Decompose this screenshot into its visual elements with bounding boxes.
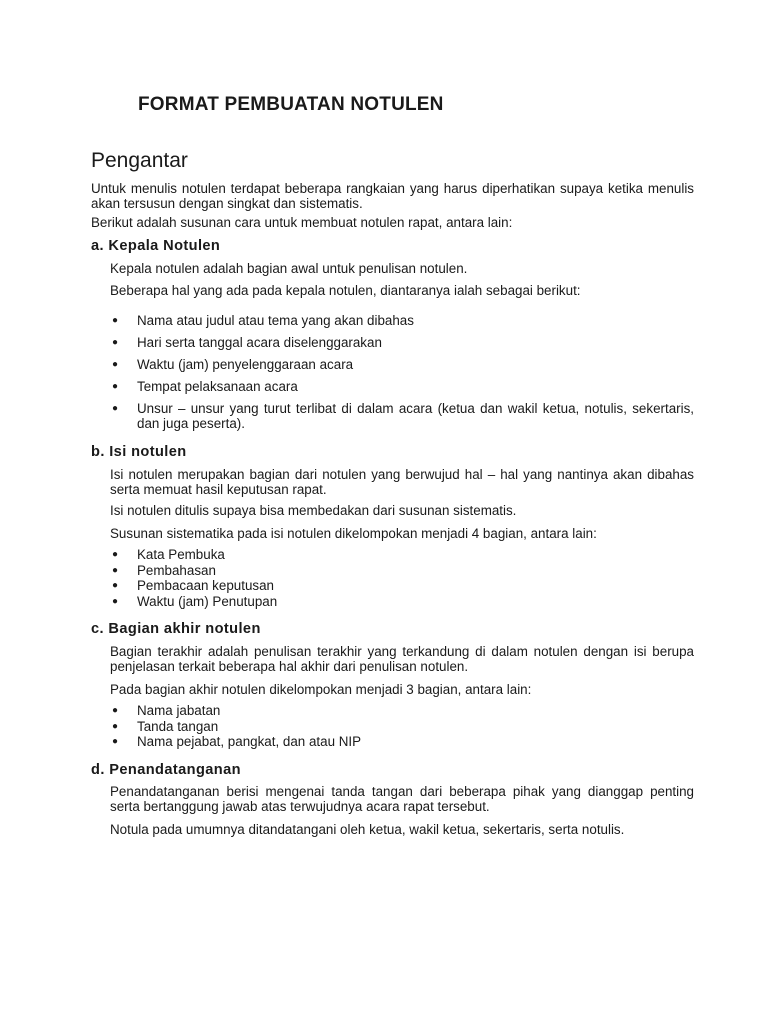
list-item (110, 719, 694, 735)
list-item (110, 594, 694, 610)
section-paragraph: Isi notulen merupakan bagian dari notulen yang berwujud hal – hal yang nantinya akan dibahas serta memuat hasil keputusan rapat. (110, 467, 694, 497)
section-heading-isi-notulen: b. Isi notulen (91, 444, 187, 460)
bullet-icon: ● (112, 595, 119, 607)
list-item (110, 547, 694, 563)
list-item (110, 335, 694, 350)
list-item-text: Nama pejabat, pangkat, dan atau NIP (137, 734, 362, 749)
bullet-list-bagian-akhir (110, 703, 694, 750)
intro-paragraph: Berikut adalah susunan cara untuk membuat notulen rapat, antara lain: (91, 215, 513, 230)
bullet-icon: ● (112, 359, 119, 370)
document-title: FORMAT PEMBUATAN NOTULEN (138, 94, 444, 115)
section-paragraph: Penandatanganan berisi mengenai tanda tangan dari beberapa pihak yang dianggap penting serta bertanggung jawab atas terwujudnya acara rapat tersebut. (110, 784, 694, 814)
list-item-text: Unsur – unsur yang turut terlibat di dalam acara (ketua dan wakil ketua, notulis, sekertaris, dan juga peserta). (137, 401, 694, 431)
list-item-text: Waktu (jam) Penutupan (137, 593, 278, 609)
section-heading-penandatanganan: d. Penandatanganan (91, 762, 241, 778)
bullet-icon: ● (112, 403, 119, 414)
list-item (110, 703, 694, 719)
list-item-text: Kata Pembuka (137, 547, 225, 562)
bullet-icon: ● (112, 564, 119, 576)
list-item-text: Pembacaan keputusan (137, 578, 274, 593)
list-item (110, 401, 694, 431)
bullet-icon: ● (112, 337, 119, 348)
list-item-text: Nama jabatan (137, 703, 221, 718)
section-paragraph: Pada bagian akhir notulen dikelompokan menjadi 3 bagian, antara lain: (110, 682, 532, 697)
bullet-icon: ● (112, 549, 119, 560)
list-item-text: Waktu (jam) penyelenggaraan acara (137, 357, 354, 372)
section-paragraph: Kepala notulen adalah bagian awal untuk penulisan notulen. (110, 261, 468, 276)
intro-heading: Pengantar (91, 149, 188, 172)
bullet-list-isi-notulen (110, 547, 694, 609)
list-item-text: Tempat pelaksanaan acara (137, 379, 298, 394)
bullet-icon: ● (112, 315, 119, 326)
list-item (110, 578, 694, 594)
section-paragraph: Susunan sistematika pada isi notulen dikelompokan menjadi 4 bagian, antara lain: (110, 526, 597, 541)
bullet-icon: ● (112, 736, 119, 747)
list-item-text: Tanda tangan (137, 718, 219, 734)
bullet-icon: ● (112, 720, 119, 732)
section-paragraph: Isi notulen ditulis supaya bisa membedakan dari susunan sistematis. (110, 503, 517, 518)
list-item (110, 357, 694, 372)
bullet-icon: ● (112, 705, 119, 716)
section-heading-bagian-akhir: c. Bagian akhir notulen (91, 621, 261, 637)
list-item (110, 379, 694, 394)
list-item (110, 313, 694, 328)
section-paragraph: Beberapa hal yang ada pada kepala notulen, diantaranya ialah sebagai berikut: (110, 283, 581, 298)
bullet-list-kepala-notulen (110, 313, 694, 438)
section-heading-kepala-notulen: a. Kepala Notulen (91, 238, 221, 254)
intro-paragraph: Untuk menulis notulen terdapat beberapa rangkaian yang harus diperhatikan supaya ketika menulis akan tersusun dengan singkat dan sistematis. (91, 181, 694, 211)
list-item (110, 563, 694, 579)
list-item-text: Nama atau judul atau tema yang akan dibahas (137, 313, 414, 328)
bullet-icon: ● (112, 381, 119, 392)
list-item (110, 734, 694, 750)
bullet-icon: ● (112, 580, 119, 591)
section-paragraph: Bagian terakhir adalah penulisan terakhir yang terkandung di dalam notulen dengan isi berupa penjelasan terkait beberapa hal akhir dari penulisan notulen. (110, 644, 694, 674)
section-paragraph: Notula pada umumnya ditandatangani oleh ketua, wakil ketua, sekertaris, serta notulis. (110, 822, 625, 837)
list-item-text: Pembahasan (137, 562, 216, 578)
list-item-text: Hari serta tanggal acara diselenggarakan (137, 335, 382, 350)
